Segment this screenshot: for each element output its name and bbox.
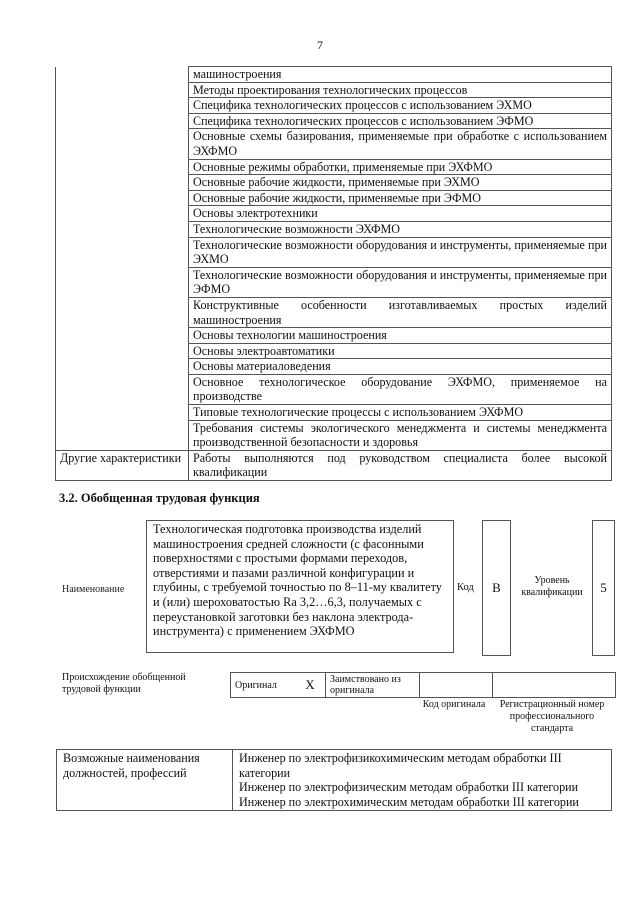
section-title: 3.2. Обобщенная трудовая функция	[59, 491, 260, 505]
knowledge-item: Конструктивные особенности изготавливаемых простых изделий машиностроения	[189, 297, 612, 327]
knowledge-item: Основы материаловедения	[189, 359, 612, 375]
knowledge-item: Технологические возможности оборудования и инструменты, применяемые при ЭФМО	[189, 267, 612, 297]
knowledge-item: Основы технологии машиностроения	[189, 328, 612, 344]
knowledge-item: машиностроения	[189, 67, 612, 83]
knowledge-item: Основные рабочие жидкости, применяемые при ЭХМО	[189, 175, 612, 191]
page-number: 7	[317, 38, 323, 52]
position-item: Инженер по электрохимическим методам обработки III категории	[239, 794, 579, 809]
code-original-caption: Код оригинала	[422, 699, 486, 710]
positions-table	[56, 749, 612, 811]
name-label: Наименование	[62, 584, 125, 595]
qualification-level-value: 5	[592, 520, 615, 656]
function-name-value: Технологическая подготовка производства изделий машиностроения средней сложности (с фасонными поверхностями с простыми формами переходов, отверстиями и пазами различной конфигурации и глубины, с требуемой точностью по 8–11-му квалитету и (или) шероховатостью Ra 3,2…6,3, получаемых с переустановкой заготовки без наклона электрода-инструмента) с применением ЭХФМО	[146, 520, 454, 653]
qualification-level-label: Уровень квалификации	[521, 575, 583, 598]
other-characteristics-label: Другие характеристики	[56, 450, 189, 480]
other-characteristics-row	[56, 450, 612, 480]
knowledge-item: Технологические возможности ЭХФМО	[189, 221, 612, 237]
knowledge-item: Основные режимы обработки, применяемые при ЭХФМО	[189, 159, 612, 175]
origin-table	[230, 672, 616, 698]
positions-label: Возможные наименования должностей, профессий	[57, 750, 233, 811]
knowledge-item: Основы электроавтоматики	[189, 343, 612, 359]
knowledge-item: Основное технологическое оборудование ЭХФМО, применяемое на производстве	[189, 374, 612, 404]
code-label: Код	[457, 582, 474, 593]
original-label: Оригинал	[231, 673, 296, 698]
knowledge-item: Требования системы экологического менеджмента и системы менеджмента производственной безопасности и здоровья	[189, 420, 612, 450]
borrowed-label: Заимствовано из оригинала	[326, 673, 420, 698]
knowledge-item: Основные рабочие жидкости, применяемые при ЭФМО	[189, 190, 612, 206]
code-value: В	[482, 520, 511, 656]
position-item: Инженер по электрофизическим методам обработки III категории	[239, 780, 579, 795]
other-characteristics-value: Работы выполняются под руководством специалиста более высокой квалификации	[189, 450, 612, 480]
positions-list	[233, 750, 612, 811]
knowledge-item: Технологические возможности оборудования и инструменты, применяемые при ЭХМО	[189, 237, 612, 267]
knowledge-item: Основные схемы базирования, применяемые при обработке с использованием ЭХФМО	[189, 129, 612, 159]
position-item: Инженер по электрофизикохимическим методам обработки III категории	[239, 751, 562, 780]
knowledge-item: Методы проектирования технологических процессов	[189, 82, 612, 98]
knowledge-item: Основы электротехники	[189, 206, 612, 222]
code-original-cell	[420, 673, 493, 698]
table-row	[56, 67, 612, 83]
knowledge-table	[55, 66, 612, 481]
knowledge-item: Специфика технологических процессов с использованием ЭФМО	[189, 113, 612, 129]
origin-label: Происхождение обобщенной трудовой функции	[62, 672, 186, 695]
reg-number-caption: Регистрационный номер профессионального стандарта	[499, 699, 605, 734]
knowledge-item: Специфика технологических процессов с использованием ЭХМО	[189, 98, 612, 114]
original-mark: X	[295, 673, 326, 698]
row-label-empty	[56, 67, 189, 451]
reg-number-cell	[493, 673, 616, 698]
knowledge-item: Типовые технологические процессы с использованием ЭХФМО	[189, 405, 612, 421]
